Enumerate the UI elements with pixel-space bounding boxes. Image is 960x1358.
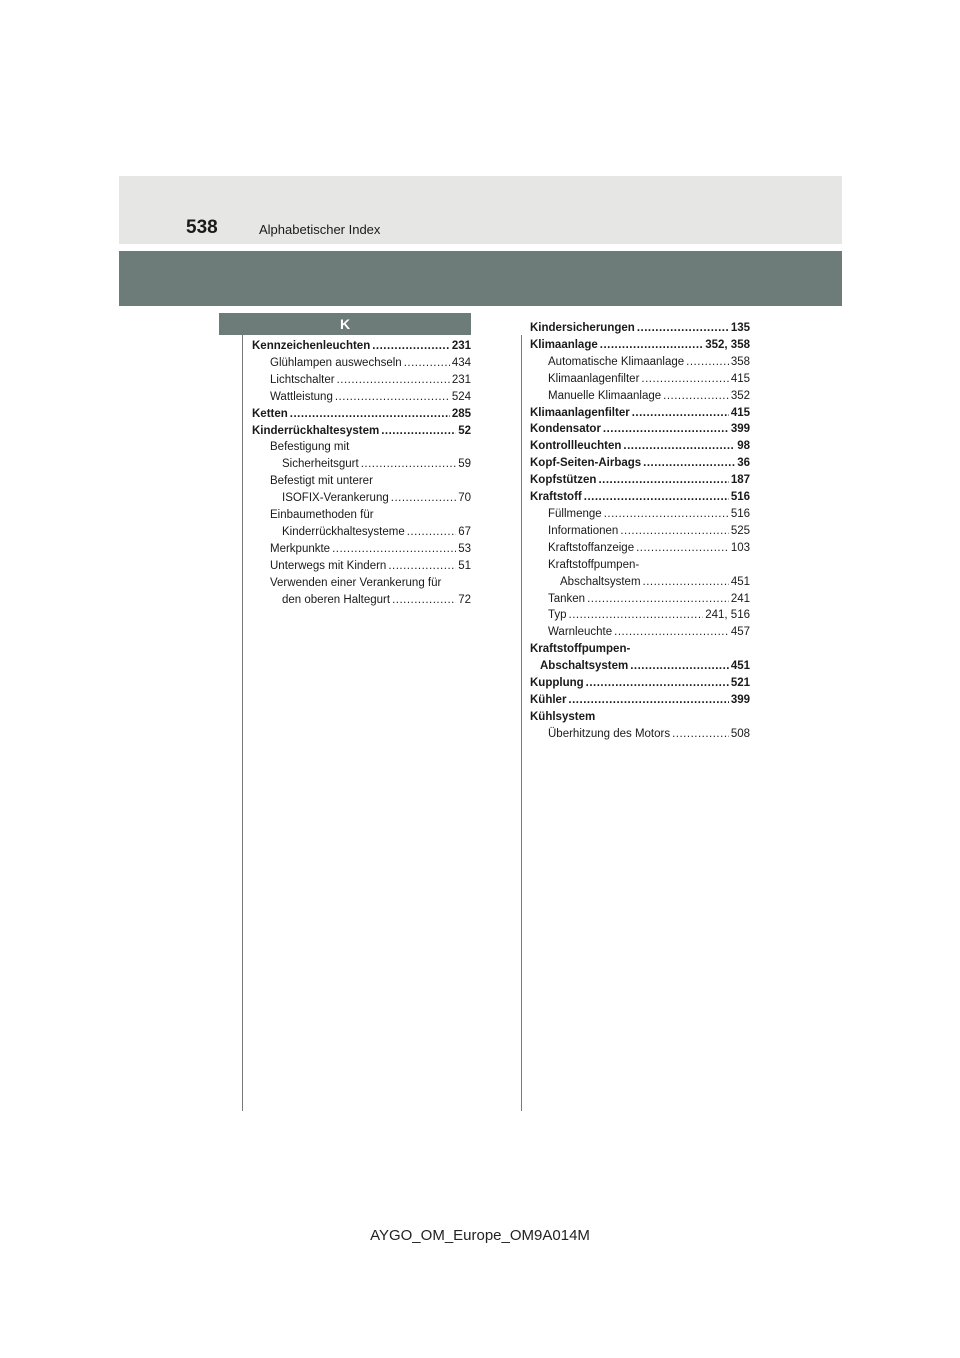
index-entry: [252, 389, 471, 406]
index-entry-page[interactable]: 415: [730, 406, 750, 419]
index-entry: [252, 423, 471, 440]
index-entry: [252, 372, 471, 389]
index-entry-heading: Verwenden einer Verankerung für: [270, 576, 442, 589]
index-entry: [530, 726, 750, 743]
index-entry-page[interactable]: 457: [730, 626, 750, 639]
index-entry: [530, 388, 750, 405]
index-entry-page[interactable]: 516: [730, 491, 750, 504]
dot-leader: [332, 541, 456, 558]
index-entry-label: Kindersicherungen: [530, 322, 635, 334]
dot-leader: [686, 354, 729, 371]
dot-leader: [643, 455, 735, 472]
index-column-left: [252, 338, 471, 609]
index-entry: [530, 658, 750, 675]
index-entry-page[interactable]: 135: [730, 322, 750, 334]
index-entry: [530, 624, 750, 641]
index-entry-page[interactable]: 521: [730, 677, 750, 690]
index-entry-heading: Kraftstoffpumpen-: [548, 558, 640, 571]
index-entry: [530, 489, 750, 506]
index-entry: [530, 574, 750, 591]
index-entry: [530, 371, 750, 388]
dot-leader: [587, 591, 729, 608]
index-entry-heading: Einbaumethoden für: [270, 509, 374, 522]
index-entry-page[interactable]: 508: [730, 727, 750, 740]
section-title: Alphabetischer Index: [259, 222, 381, 237]
index-entry-label: Merkpunkte: [270, 542, 331, 555]
index-entry: [252, 355, 471, 372]
dot-leader: [636, 540, 729, 557]
index-entry: [530, 591, 750, 608]
index-entry-page[interactable]: 187: [730, 474, 750, 487]
index-entry-page[interactable]: 51: [458, 559, 471, 572]
index-entry-page[interactable]: 59: [458, 458, 471, 471]
index-entry: [530, 472, 750, 489]
index-entry-page[interactable]: 399: [730, 693, 750, 706]
index-entry-label: Automatische Klimaanlage: [548, 355, 685, 368]
index-entry-label: Abschaltsystem: [560, 575, 641, 588]
index-entry-heading: Kühlsystem: [530, 710, 596, 723]
index-entry-page[interactable]: 98: [737, 440, 750, 453]
index-entry: [530, 320, 750, 337]
dot-leader: [388, 558, 456, 575]
index-entry-page[interactable]: 524: [451, 390, 471, 403]
index-entry: [252, 490, 471, 507]
index-entry-label: Warnleuchte: [548, 626, 613, 639]
index-entry-label: Unterwegs mit Kindern: [270, 559, 387, 572]
index-entry: [530, 692, 750, 709]
index-entry: [530, 421, 750, 438]
index-entry: [530, 438, 750, 455]
index-entry-page[interactable]: 525: [730, 524, 750, 537]
index-entry-label: Lichtschalter: [270, 373, 335, 386]
index-entry: [252, 541, 471, 558]
index-entry: [252, 592, 471, 609]
dot-leader: [391, 490, 456, 507]
dot-leader: [407, 524, 456, 541]
index-entry-label: Tanken: [548, 592, 586, 605]
index-entry: [252, 406, 471, 423]
index-entry-page[interactable]: 103: [730, 541, 750, 554]
index-entry-page[interactable]: 52: [458, 424, 471, 437]
dot-leader: [290, 406, 450, 423]
index-entry-label: Kraftstoffanzeige: [548, 541, 635, 554]
index-entry-page[interactable]: 415: [730, 372, 750, 385]
dot-leader: [600, 337, 703, 354]
index-entry-page[interactable]: 434: [451, 356, 471, 369]
index-entry-label: Überhitzung des Motors: [548, 727, 671, 740]
accent-band: [119, 251, 842, 306]
index-entry-label: ISOFIX-Verankerung: [282, 492, 389, 505]
index-entry-page[interactable]: 352, 358: [705, 338, 750, 351]
index-entry-label: Kontrollleuchten: [530, 440, 622, 453]
index-entry-heading: Kraftstoffpumpen-: [530, 643, 631, 656]
index-entry: [530, 540, 750, 557]
index-entry-page[interactable]: 352: [730, 389, 750, 402]
dot-leader: [335, 389, 450, 406]
dot-leader: [643, 574, 729, 591]
index-entry-page[interactable]: 358: [730, 355, 750, 368]
index-entry-page[interactable]: 399: [730, 423, 750, 436]
index-entry-page[interactable]: 67: [458, 525, 471, 538]
dot-leader: [569, 607, 704, 624]
index-entry-page[interactable]: 285: [451, 407, 471, 420]
index-letter: K: [339, 316, 351, 332]
index-entry-label: Kupplung: [530, 677, 584, 690]
dot-leader: [637, 320, 729, 337]
dot-leader: [586, 675, 729, 692]
index-entry-label: Kinderrückhaltesysteme: [282, 525, 405, 538]
index-entry-label: Kondensator: [530, 423, 601, 436]
index-entry: [530, 337, 750, 354]
index-entry-label: Füllmenge: [548, 507, 602, 520]
index-entry: [530, 675, 750, 692]
index-entry-label: Glühlampen auswechseln: [270, 356, 402, 369]
index-entry-label: Abschaltsystem: [540, 660, 629, 673]
index-entry-label: Ketten: [252, 407, 288, 420]
index-entry-label: Klimaanlagenfilter: [548, 372, 640, 385]
index-entry-page[interactable]: 241, 516: [705, 609, 750, 622]
index-entry-page[interactable]: 53: [458, 542, 471, 555]
index-entry-page[interactable]: 516: [730, 507, 750, 520]
index-entry-label: Manuelle Klimaanlage: [548, 389, 662, 402]
dot-leader: [404, 355, 450, 372]
index-entry-label: Kinderrückhaltesystem: [252, 424, 380, 437]
index-entry-page[interactable]: 241: [730, 592, 750, 605]
dot-leader: [604, 506, 729, 523]
index-entry-label: Wattleistung: [270, 390, 333, 403]
index-entry-page[interactable]: 231: [451, 373, 471, 386]
index-entry-label: Sicherheitsgurt: [282, 458, 359, 471]
index-entry-page[interactable]: 451: [730, 575, 750, 588]
document-code: AYGO_OM_Europe_OM9A014M: [370, 1227, 590, 1244]
dot-leader: [568, 692, 728, 709]
index-entry-label: den oberen Haltegurt: [282, 593, 391, 606]
right-column-divider: [521, 335, 522, 1111]
index-entry-heading: Befestigung mit: [270, 441, 350, 454]
page-number: 538: [186, 217, 218, 238]
index-entry-page[interactable]: 72: [458, 593, 471, 606]
index-entry-label: Kopf-Seiten-Airbags: [530, 457, 642, 470]
index-entry-label: Informationen: [548, 524, 619, 537]
header-band: [119, 176, 842, 244]
dot-leader: [337, 372, 450, 389]
index-entry: [252, 456, 471, 473]
index-entry-label: Kraftstoff: [530, 491, 582, 504]
index-entry: [252, 338, 471, 355]
index-entry: [252, 524, 471, 541]
left-column-divider: [242, 335, 243, 1111]
index-column-right: [530, 320, 750, 743]
index-entry-label: Klimaanlage: [530, 338, 598, 351]
dot-leader: [641, 371, 728, 388]
dot-leader: [598, 472, 728, 489]
index-letter-tab: [219, 313, 471, 335]
index-entry-page[interactable]: 70: [458, 492, 471, 505]
index-entry-label: Kühler: [530, 693, 567, 706]
index-entry: [530, 405, 750, 422]
index-entry: [252, 558, 471, 575]
index-entry-page[interactable]: 231: [451, 340, 471, 352]
dot-leader: [603, 421, 729, 438]
index-entry: [530, 523, 750, 540]
index-entry-page[interactable]: 451: [730, 660, 750, 673]
dot-leader: [663, 388, 729, 405]
dot-leader: [392, 592, 456, 609]
index-entry-label: Klimaanlagenfilter: [530, 406, 630, 419]
dot-leader: [630, 658, 729, 675]
index-entry: [530, 506, 750, 523]
index-entry-page[interactable]: 36: [737, 457, 750, 470]
index-entry-label: Typ: [548, 609, 567, 622]
index-entry: [530, 607, 750, 624]
dot-leader: [623, 438, 735, 455]
dot-leader: [381, 423, 456, 440]
index-entry-heading: Befestigt mit unterer: [270, 475, 373, 488]
index-entry: [530, 455, 750, 472]
dot-leader: [361, 456, 456, 473]
dot-leader: [620, 523, 728, 540]
index-entry-label: Kennzeichenleuchten: [252, 340, 371, 352]
dot-leader: [632, 405, 729, 422]
dot-leader: [372, 338, 450, 355]
index-entry-label: Kopfstützen: [530, 474, 597, 487]
dot-leader: [584, 489, 729, 506]
index-entry: [530, 354, 750, 371]
dot-leader: [672, 726, 729, 743]
dot-leader: [614, 624, 729, 641]
